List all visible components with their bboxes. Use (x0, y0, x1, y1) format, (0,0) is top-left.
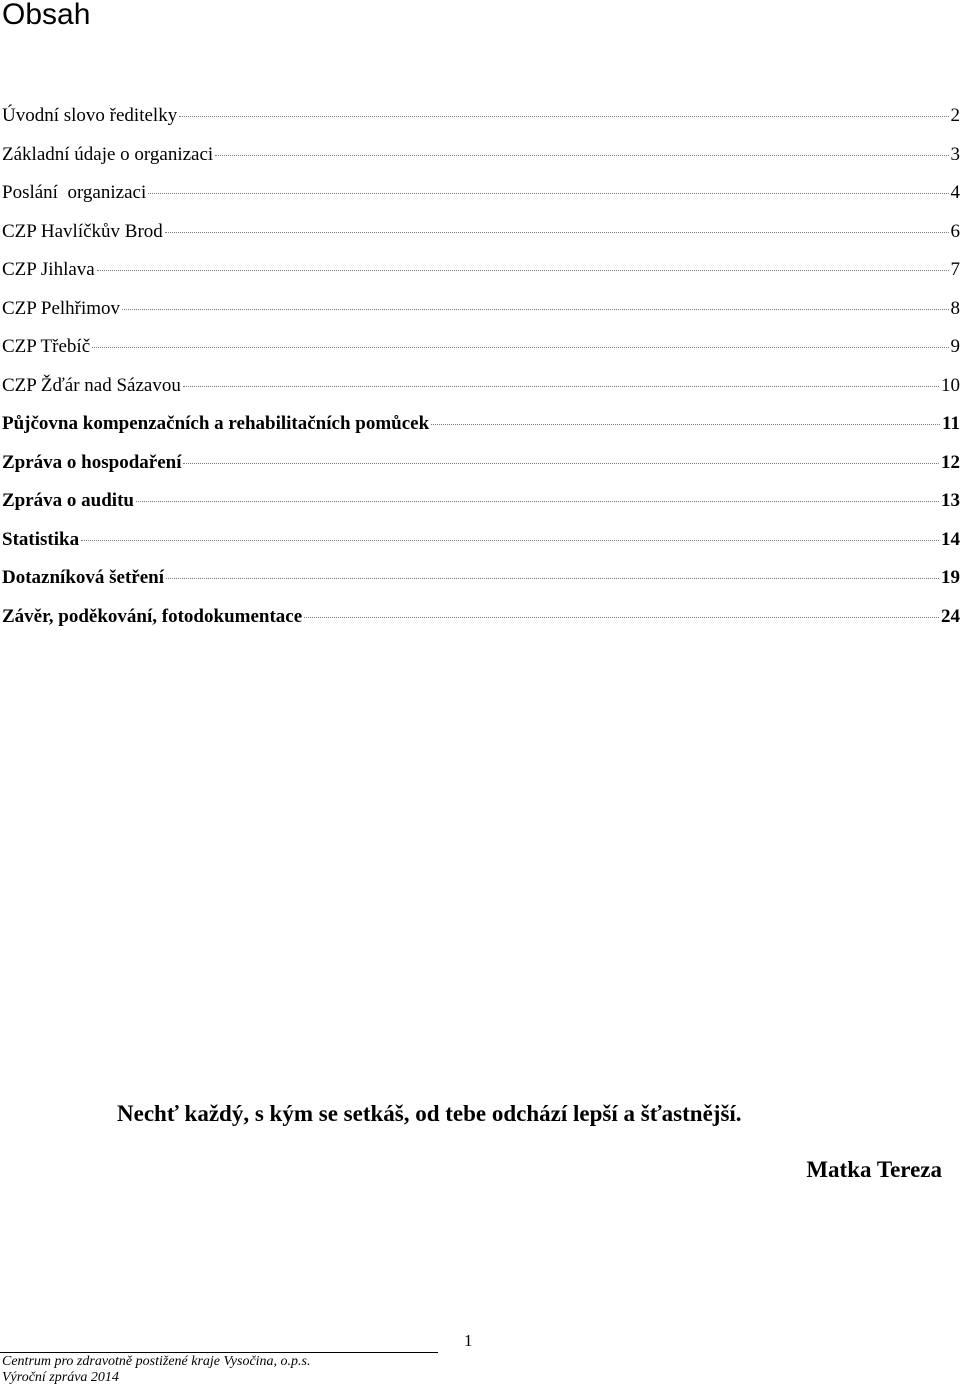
toc-leader-dots (92, 347, 948, 348)
toc-entry-page: 10 (941, 374, 960, 396)
toc-leader-dots (183, 386, 939, 387)
toc-entry-title: CZP Žďár nad Sázavou (2, 374, 181, 396)
toc-entry-title: Půjčovna kompenzačních a rehabilitačních pomůcek (2, 413, 430, 434)
toc-entry-title: Základní údaje o organizaci (2, 143, 214, 165)
toc-entry-page: 6 (950, 220, 960, 242)
toc-entry-page: 2 (950, 105, 960, 126)
toc-leader-dots (165, 232, 949, 233)
toc-leader-dots (304, 617, 939, 618)
toc-entry-page: 3 (950, 143, 960, 165)
toc-leader-dots (166, 578, 939, 579)
toc-entry-title: Dotazníková šetření (2, 567, 165, 588)
toc-entry[interactable] (2, 450, 960, 489)
table-of-contents (2, 103, 960, 642)
toc-entry-title: CZP Pelhřimov (2, 297, 121, 319)
motto-quote: Nechť každý, s kým se setkáš, od tebe odchází lepší a šťastnější. (117, 1101, 742, 1126)
footer-divider (0, 1352, 438, 1353)
toc-entry[interactable] (2, 334, 960, 373)
toc-entry-page: 19 (941, 567, 960, 588)
toc-entry[interactable] (2, 257, 960, 296)
toc-leader-dots (179, 116, 948, 117)
toc-entry-page: 13 (941, 490, 960, 511)
toc-entry[interactable] (2, 296, 960, 335)
footer-organization: Centrum pro zdravotně postižené kraje Vysočina, o.p.s. (2, 1354, 311, 1369)
footer-report-title: Výroční zpráva 2014 (2, 1370, 119, 1385)
motto-author: Matka Tereza (806, 1157, 942, 1182)
toc-entry-title: CZP Jihlava (2, 259, 95, 280)
toc-entry-page: 14 (941, 528, 960, 550)
toc-entry-title: Zpráva o auditu (2, 490, 134, 511)
toc-entry[interactable] (2, 373, 960, 412)
toc-entry-page: 4 (950, 182, 960, 203)
toc-entry[interactable] (2, 527, 960, 566)
toc-entry-title: Závěr, poděkování, fotodokumentace (2, 605, 303, 627)
toc-leader-dots (431, 424, 940, 425)
toc-entry-page: 8 (950, 297, 960, 319)
toc-leader-dots (148, 193, 948, 194)
toc-entry-title: Poslání organizaci (2, 182, 147, 203)
toc-entry[interactable] (2, 604, 960, 643)
page-number: 1 (464, 1331, 473, 1350)
toc-leader-dots (183, 463, 939, 464)
toc-entry[interactable] (2, 488, 960, 527)
toc-leader-dots (215, 155, 948, 156)
toc-leader-dots (97, 270, 949, 271)
toc-entry[interactable] (2, 180, 960, 219)
toc-entry[interactable] (2, 142, 960, 181)
toc-entry-title: Úvodní slovo ředitelky (2, 105, 178, 126)
toc-entry-title: CZP Havlíčkův Brod (2, 220, 163, 242)
toc-entry-page: 7 (950, 259, 960, 280)
toc-entry[interactable] (2, 411, 960, 450)
toc-entry[interactable] (2, 103, 960, 142)
toc-leader-dots (81, 540, 939, 541)
toc-entry-title: Zpráva o hospodaření (2, 451, 182, 473)
toc-entry-page: 24 (941, 605, 960, 627)
toc-entry-page: 9 (950, 336, 960, 357)
toc-entry-title: Statistika (2, 528, 80, 550)
toc-entry[interactable] (2, 219, 960, 258)
toc-leader-dots (122, 309, 948, 310)
toc-entry[interactable] (2, 565, 960, 604)
toc-leader-dots (136, 501, 939, 502)
toc-entry-page: 11 (942, 413, 960, 434)
page-title: Obsah (2, 0, 91, 31)
toc-entry-page: 12 (941, 451, 960, 473)
toc-entry-title: CZP Třebíč (2, 336, 91, 357)
